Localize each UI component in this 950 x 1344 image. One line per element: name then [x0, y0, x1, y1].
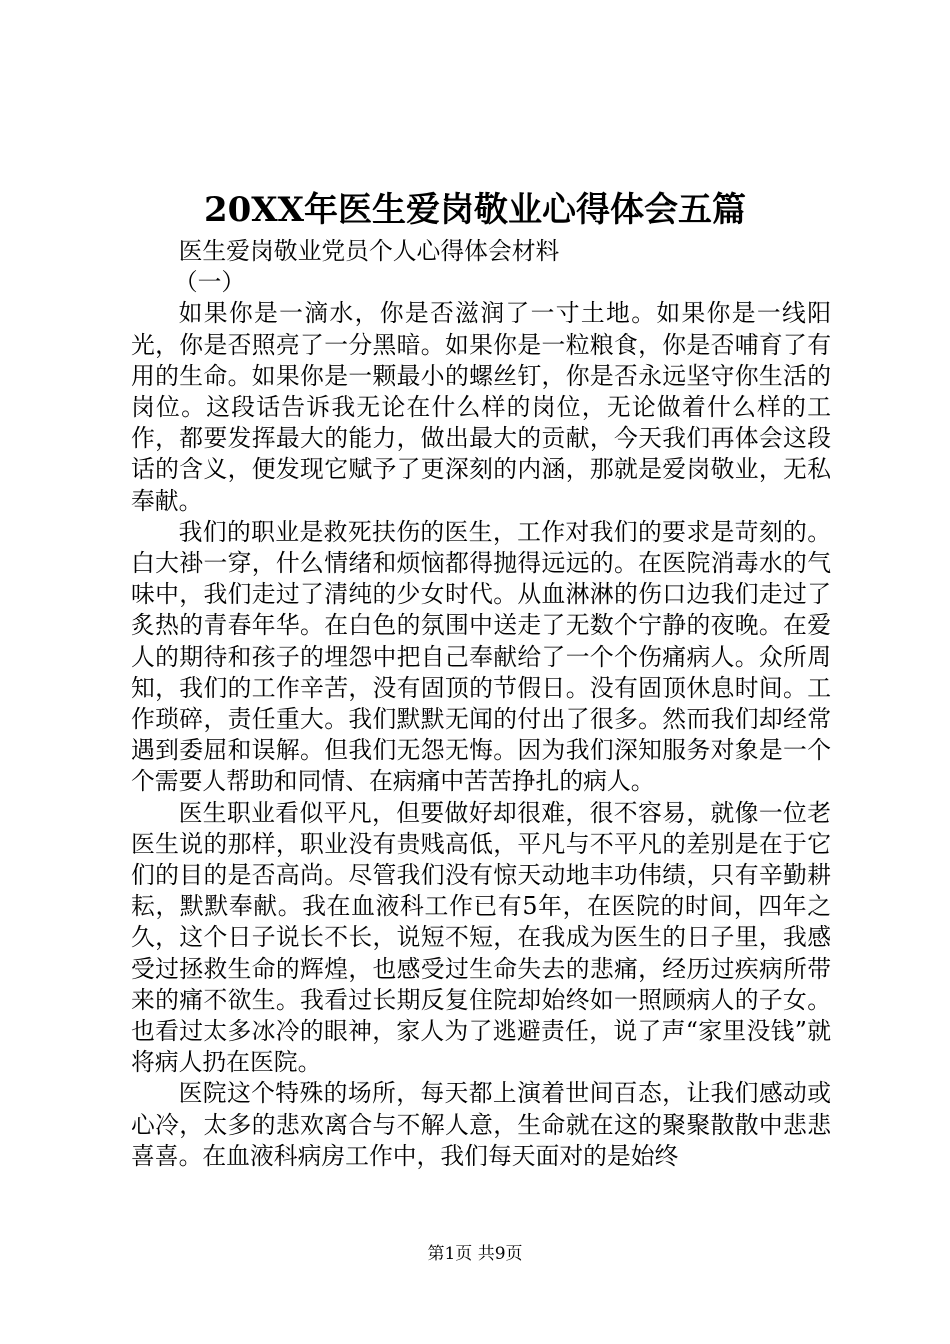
paragraph-4: 医院这个特殊的场所，每天都上演着世间百态，让我们感动或心冷，太多的悲欢离合与不解人意，生命就在这的聚聚散散中悲悲喜喜。在血液科病房工作中，我们每天面对的是始终	[131, 1079, 831, 1170]
document-body	[131, 236, 831, 1172]
section-marker: （一）	[173, 268, 246, 297]
document-title: 20XX年医生爱岗敬业心得体会五篇	[203, 190, 747, 230]
subtitle: 医生爱岗敬业党员个人心得体会材料	[178, 237, 560, 265]
paragraph-2: 我们的职业是救死扶伤的医生，工作对我们的要求是苛刻的。白大褂一穿，什么情绪和烦恼都得抛得远远的。在医院消毒水的气味中，我们走过了清纯的少女时代。从血淋淋的伤口边我们走过了炙热的青春年华。在白色的氛围中送走了无数个宁静的夜晚。在爱人的期待和孩子的埋怨中把自己奉献给了一个个伤痛病人。众所周知，我们的工作辛苦，没有固顶的节假日。没有固顶休息时间。工作琐碎，责任重大。我们默默无闻的付出了很多。然而我们却经常遇到委屈和误解。但我们无怨无悔。因为我们深知服务对象是一个个需要人帮助和同情、在病痛中苦苦挣扎的病人。	[131, 517, 831, 796]
page-footer: 第1页 共9页	[427, 1244, 523, 1264]
paragraph-3: 医生职业看似平凡，但要做好却很难，很不容易，就像一位老医生说的那样，职业没有贵贱高低，平凡与不平凡的差别是在于它们的目的是否高尚。尽管我们没有惊天动地丰功伟绩，只有辛勤耕耘，默默奉献。我在血液科工作已有5年，在医院的时间，四年之久，这个日子说长不长，说短不短，在我成为医生的日子里，我感受过拯救生命的辉煌，也感受过生命失去的悲痛，经历过疾病所带来的痛不欲生。我看过长期反复住院却始终如一照顾病人的子女。也看过太多冰冷的眼神，家人为了逃避责任，说了声“家里没钱”就将病人扔在医院。	[131, 798, 831, 1077]
paragraph-1: 如果你是一滴水，你是否滋润了一寸土地。如果你是一线阳光，你是否照亮了一分黑暗。如果你是一粒粮食，你是否哺育了有用的生命。如果你是一颗最小的螺丝钉，你是否永远坚守你生活的岗位。这段话告诉我无论在什么样的岗位，无论做着什么样的工作，都要发挥最大的能力，做出最大的贡献，今天我们再体会这段话的含义，便发现它赋予了更深刻的内涵，那就是爱岗敬业，无私奉献。	[131, 299, 831, 515]
